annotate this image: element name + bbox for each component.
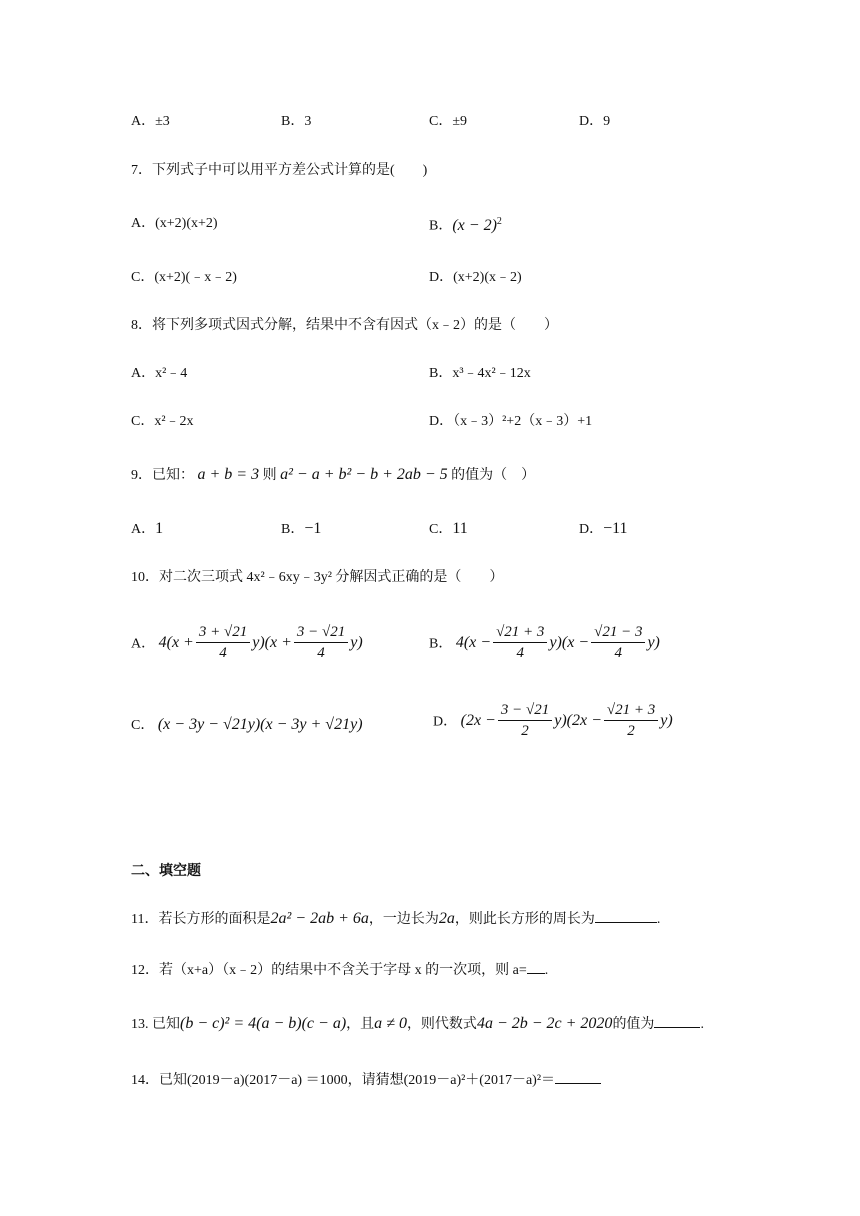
q9-option-b-value: −1 [304,520,322,537]
q10-option-a-fraction1-denominator: 4 [219,645,227,661]
q10-option-a-fraction1 [196,622,250,663]
q10-option-b-fraction2-denominator: 4 [614,645,623,661]
q10-option-c-expression: (x − 3y − √21y)(x − 3y + √21y) [157,716,363,733]
q13-end: . [700,1017,704,1032]
q7-option-a: A．(x+2)(x+2) [131,216,218,231]
q9-option-c-value: 11 [452,520,468,537]
q14 [131,1070,601,1092]
q8-option-b: B．x³﹣4x²﹣12x [429,366,531,381]
q10-option-c-label: C． [131,718,155,733]
q10-option-b-part3: y) [647,633,660,651]
q10-option-d-fraction1 [498,700,552,741]
q10-stem: 10．对二次三项式 4x²﹣6xy﹣3y² 分解因式正确的是（ ） [131,570,504,585]
q14-answer-blank[interactable] [555,1083,601,1084]
q10-option-d-fraction1-numerator: 3 − √21 [498,700,552,721]
q10-option-b-fraction2-numerator: √21 − 3 [591,622,645,643]
q10-option-a-label: A． [131,636,156,652]
q6-option-a: A．±3 [131,114,170,129]
q9-option-a [131,520,163,539]
q11-end: . [656,912,661,927]
q10-option-b-fraction1-denominator: 4 [516,645,524,661]
q6-option-d: D．9 [579,114,611,129]
q10-option-c [131,716,363,735]
q10-option-b [429,622,660,663]
q9-condition: a + b = 3 [197,466,260,483]
q8-option-a: A．x²﹣4 [131,366,188,381]
q9-prefix: 9．已知： [131,468,194,483]
q10-option-d-fraction1-denominator: 2 [521,723,529,739]
q11-side: 2a [438,910,455,927]
q10-option-a-fraction2-denominator: 4 [317,645,325,661]
q7-option-b-math: (x − 2) [452,216,497,234]
q12-end: . [544,963,549,978]
q10-option-a-part1: 4(x + [158,633,194,651]
q8-stem: 8．将下列多项式因式分解，结果中不含有因式（x﹣2）的是（ ） [131,318,558,333]
q10-option-b-label: B． [429,636,453,652]
q13-mid2: ，则代数式 [406,1017,477,1032]
q7-option-b-label: B． [429,218,453,234]
q6-option-b: B．3 [281,114,312,129]
q9-option-a-value: 1 [155,520,164,537]
q10-option-d-part1: (2x − [460,711,496,729]
q7-option-d: D．(x+2)(x﹣2) [429,270,522,285]
q10-option-d-label: D． [433,714,458,730]
q10-option-b-fraction1 [493,622,547,663]
q7-option-b [429,213,502,236]
q9-stem [131,466,535,485]
q13-condition: (b − c)² = 4(a − b)(c − a) [180,1015,347,1032]
q10-option-a [131,622,363,663]
q13-prefix: 13. 已知 [131,1017,180,1032]
q10-option-b-fraction1-numerator: √21 + 3 [493,622,547,643]
q10-option-d-fraction2 [604,700,658,741]
q6-option-c: C．±9 [429,114,468,129]
q10-option-a-fraction2-numerator: 3 − √21 [294,622,348,643]
q11-suffix: ，则此长方形的周长为 [454,912,595,927]
q13 [131,1013,704,1036]
q7-stem: 7．下列式子中可以用平方差公式计算的是( ) [131,163,428,178]
q8-option-d: D．（x﹣3）²+2（x﹣3）+1 [429,414,593,429]
q9-option-a-label: A． [131,522,156,537]
q10-option-d-fraction2-numerator: √21 + 3 [604,700,658,721]
q9-option-d-value: −11 [603,520,628,537]
q10-option-b-part1: 4(x − [455,633,492,651]
q9-option-c-label: C． [429,522,453,537]
q13-mid: ，且 [346,1017,375,1032]
q11-area: 2a² − 2ab + 6a [270,910,369,927]
q7-option-b-exponent: 2 [496,216,502,227]
q11 [131,908,660,931]
q13-suffix: 的值为 [612,1017,655,1032]
q8-option-c: C．x²﹣2x [131,414,194,429]
q9-expression: a² − a + b² − b + 2ab − 5 [280,466,448,483]
q11-prefix: 11．若长方形的面积是 [131,912,271,927]
q10-option-b-part2: y)(x − [549,633,590,651]
q14-text: 14．已知(2019－a)(2017－a) ＝1000，请猜想(2019－a)²＋(2017－a)²＝ [131,1073,556,1088]
q11-answer-blank[interactable] [595,922,657,923]
q13-answer-blank[interactable] [654,1027,700,1028]
q9-suffix: 的值为（ ） [451,468,536,483]
q10-option-a-fraction2 [294,622,348,663]
q10-option-b-fraction2 [591,622,645,663]
q13-expression: 4a − 2b − 2c + 2020 [476,1015,613,1032]
q9-option-d [579,520,628,539]
q9-option-b-label: B． [281,522,305,537]
q9-option-d-label: D． [579,522,604,537]
q9-option-c [429,520,468,539]
q10-option-d-part3: y) [660,711,673,729]
q10-option-d-fraction2-denominator: 2 [627,723,635,739]
q12-answer-blank[interactable] [527,973,545,974]
q10-option-a-part3: y) [350,633,363,651]
q10-option-a-part2: y)(x + [252,633,292,651]
q11-mid: ，一边长为 [368,912,439,927]
q9-mid: 则 [262,468,277,483]
q10-option-d [433,700,673,741]
q7-option-c: C．(x+2)(﹣x﹣2) [131,270,237,285]
q12-text: 12．若（x+a）（x﹣2）的结果中不含关于字母 x 的一次项，则 a= [131,963,527,978]
q10-option-d-part2: y)(2x − [554,711,602,729]
q12 [131,960,548,982]
q10-option-a-fraction1-numerator: 3 + √21 [196,622,250,643]
q9-option-b [281,520,321,539]
q13-condition2: a ≠ 0 [374,1015,407,1032]
section-heading: 二、填空题 [131,863,201,879]
